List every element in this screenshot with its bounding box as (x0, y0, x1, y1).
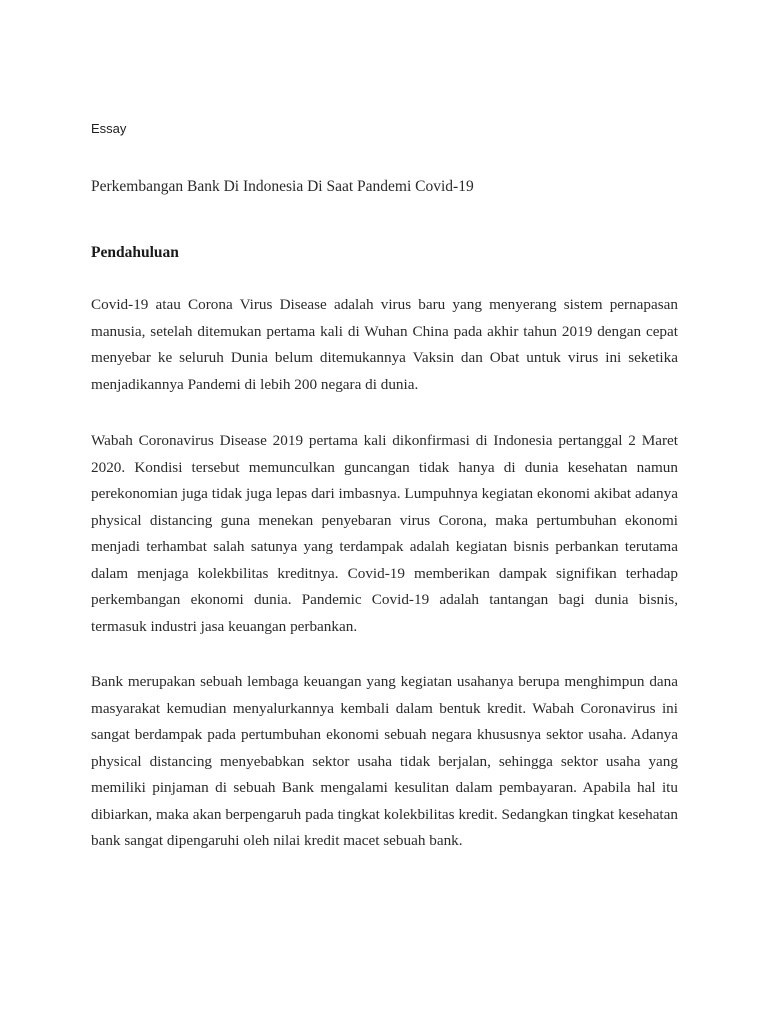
document-title: Perkembangan Bank Di Indonesia Di Saat Pandemi Covid-19 (91, 178, 474, 195)
paragraph-1: Covid-19 atau Corona Virus Disease adalah virus baru yang menyerang sistem pernapasan manusia, setelah ditemukan pertama kali di Wuhan China pada akhir tahun 2019 dengan cepat menyebar ke seluruh Dunia belum ditemukannya Vaksin dan Obat untuk virus ini seketika menjadikannya Pandemi di lebih 200 negara di dunia. (91, 296, 678, 393)
document-label: Essay (91, 121, 127, 136)
paragraph-2: Wabah Coronavirus Disease 2019 pertama kali dikonfirmasi di Indonesia pertanggal 2 Maret 2020. Kondisi tersebut memunculkan guncangan tidak hanya di dunia kesehatan namun perekonomian juga tidak juga lepas dari imbasnya. Lumpuhnya kegiatan ekonomi akibat adanya physical distancing guna menekan penyebaran virus Corona, maka pertumbuhan ekonomi menjadi terhambat salah satunya yang terdampak adalah kegiatan bisnis perbankan terutama dalam menjaga kolekbilitas kreditnya. Covid-19 memberikan dampak signifikan terhadap perkembangan ekonomi dunia. Pandemic Covid-19 adalah tantangan bagi dunia bisnis, termasuk industri jasa keuangan perbankan. (91, 432, 678, 635)
section-heading: Pendahuluan (91, 244, 179, 261)
paragraph-3: Bank merupakan sebuah lembaga keuangan yang kegiatan usahanya berupa menghimpun dana masyarakat kemudian menyalurkannya kembali dalam bentuk kredit. Wabah Coronavirus ini sangat berdampak pada pertumbuhan ekonomi sebuah negara khususnya sektor usaha. Adanya physical distancing menyebabkan sektor usaha tidak berjalan, sehingga sektor usaha yang memiliki pinjaman di sebuah Bank mengalami kesulitan dalam pembayaran. Apabila hal itu dibiarkan, maka akan berpengaruh pada tingkat kolekbilitas kredit. Sedangkan tingkat kesehatan bank sangat dipengaruhi oleh nilai kredit macet sebuah bank. (91, 673, 678, 849)
